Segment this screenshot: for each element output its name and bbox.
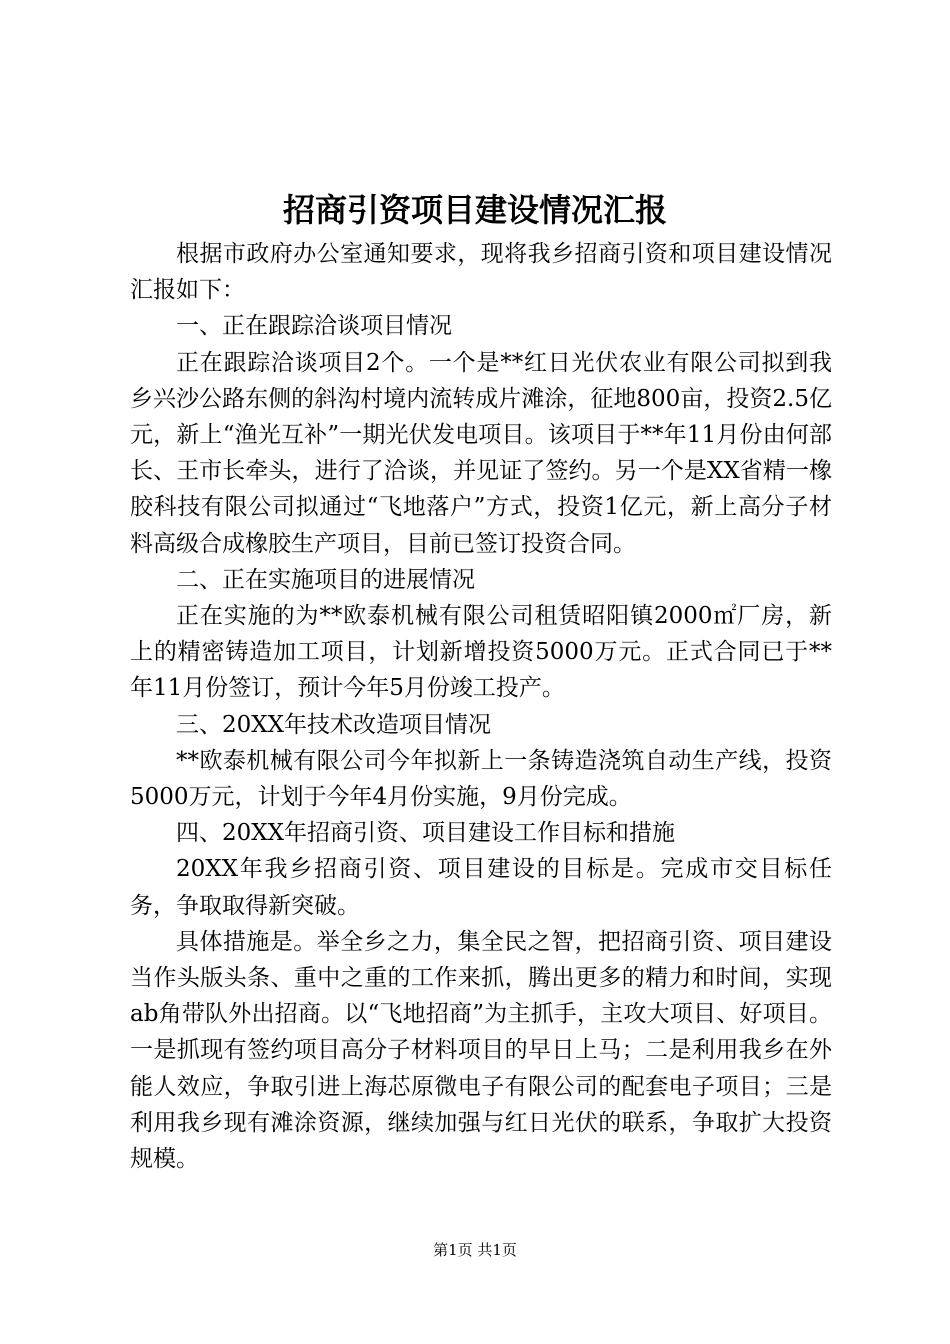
- document-title: 招商引资项目建设情况汇报: [282, 191, 667, 229]
- paragraph-intro: 根据市政府办公室通知要求，现将我乡招商引资和项目建设情况汇报如下：: [130, 241, 832, 304]
- paragraph-measures: 具体措施是。举全乡之力，集全民之智，把招商引资、项目建设当作头版头条、重中之重的工作来抓，腾出更多的精力和时间，实现ab角带队外出招商。以“飞地招商”为主抓手，主攻大项目、好项目。一是抓现有签约项目高分子材料项目的早日上马；二是利用我乡在外能人效应，争取引进上海芯原微电子有限公司的配套电子项目；三是利用我乡现有滩涂资源，继续加强与红日光伏的联系，争取扩大投资规模。: [130, 928, 832, 1173]
- paragraph-section-3: **欧泰机械有限公司今年拟新上一条铸造浇筑自动生产线，投资5000万元，计划于今年4月份实施，9月份完成。: [130, 747, 832, 811]
- section-heading-3: 三、20XX年技术改造项目情况: [176, 711, 492, 738]
- section-heading-1: 一、正在跟踪洽谈项目情况: [176, 313, 452, 340]
- page-footer: 第1页 共1页: [433, 1241, 517, 1259]
- section-heading-4: 四、20XX年招商引资、项目建设工作目标和措施: [176, 820, 676, 847]
- section-heading-2: 二、正在实施项目的进展情况: [176, 566, 475, 593]
- paragraph-section-1: 正在跟踪洽谈项目2个。一个是**红日光伏农业有限公司拟到我乡兴沙公路东侧的斜沟村境内流转成片滩涂，征地800亩，投资2.5亿元，新上“渔光互补”一期光伏发电项目。该项目于**年11月份由何部长、王市长牵头，进行了洽谈，并见证了签约。另一个是XX省精一橡胶科技有限公司拟通过“飞地落户”方式，投资1亿元，新上高分子材料高级合成橡胶生产项目，目前已签订投资合同。: [130, 349, 832, 557]
- paragraph-goals: 20XX年我乡招商引资、项目建设的目标是。完成市交目标任务，争取取得新突破。: [130, 856, 832, 919]
- document-body: [130, 236, 832, 1177]
- paragraph-section-2: 正在实施的为**欧泰机械有限公司租赁昭阳镇2000㎡厂房，新上的精密铸造加工项目，计划新增投资5000万元。正式合同已于**年11月份签订，预计今年5月份竣工投产。: [130, 603, 832, 702]
